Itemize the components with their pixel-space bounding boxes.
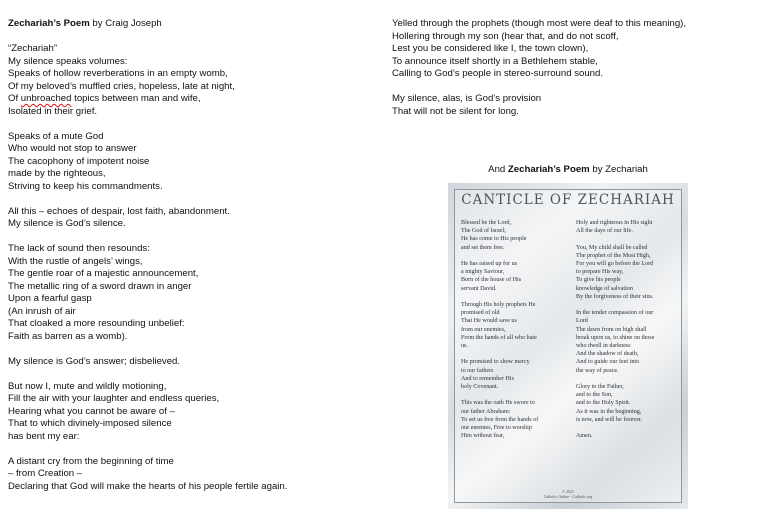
stanza — [392, 93, 752, 118]
poem-line: Who would not stop to answer — [8, 143, 137, 154]
canticle-footer-line: © 2021 — [561, 489, 575, 494]
canticle-line: from our enemies, — [461, 326, 506, 333]
stanza — [461, 260, 561, 293]
canticle-line: our father Abraham: — [461, 408, 511, 415]
canticle-line: Amen. — [576, 433, 593, 440]
poem-line: Of my beloved’s muffled cries, hopeless, late at night, — [8, 80, 235, 92]
poem-line: Declaring that God will make the hearts of his people fertile again. — [8, 480, 288, 492]
canticle-caption — [448, 164, 688, 175]
canticle-line: Him without fear, — [461, 433, 505, 440]
canticle-line: In the tender compassion of our — [576, 310, 654, 317]
canticle-line: Through His holy prophets He — [461, 302, 536, 308]
poem-line: My silence, alas, is God’s provision — [392, 93, 542, 104]
canticle-line: The God of Israel; — [461, 228, 506, 235]
canticle-line: and to the Holy Spirit. — [576, 400, 631, 407]
poem-line: has bent my ear: — [8, 430, 80, 442]
poem-line: That cloaked a more resounding unbelief: — [8, 318, 185, 329]
poem-line: Isolated in their grief. — [8, 105, 98, 117]
canticle-line: Blessed be the Lord, — [461, 220, 512, 226]
poem-line: That will not be silent for long. — [392, 105, 519, 117]
poem-line: My silence is God’s silence. — [8, 218, 126, 229]
canticle-line: Born of the house of His — [461, 277, 522, 284]
stanza — [461, 358, 561, 391]
stanza — [8, 381, 378, 444]
left-stanzas — [8, 43, 378, 493]
canticle-line: To give his people — [576, 277, 621, 284]
canticle-line: to prepare His way, — [576, 269, 624, 276]
poem-line: (An inrush of air — [8, 305, 76, 317]
poem-line: Lest you be considered like I, the town clown), — [392, 43, 589, 54]
stanza — [8, 206, 378, 231]
stanza — [392, 18, 752, 81]
caption-prefix: And — [488, 164, 508, 175]
poem-line: Upon a fearful gasp — [8, 293, 92, 304]
stanza — [461, 301, 561, 350]
poem-line: Speaks of a mute God — [8, 130, 104, 142]
poem-line: All this – echoes of despair, lost faith, abandonment. — [8, 205, 230, 217]
canticle-line: The prophet of the Most High, — [576, 252, 651, 259]
canticle-line: To set us free from the hands of — [461, 416, 539, 423]
poem-line: Hearing what you cannot be aware of – — [8, 405, 175, 417]
poem-line: Hollering through my son (hear that, and do not scoff, — [392, 30, 619, 42]
canticle-line: You, My child shall be called — [576, 244, 648, 251]
poem-title: Zechariah’s Poem — [8, 18, 90, 29]
stanza — [461, 399, 561, 440]
canticle-line: He has raised up for us — [461, 261, 518, 267]
canticle-left-column — [461, 219, 561, 449]
stanza — [576, 219, 680, 235]
canticle-line: The dawn from on high shall — [576, 326, 647, 333]
canticle-image — [448, 183, 688, 509]
canticle-line: us. — [461, 343, 468, 350]
canticle-line: to our fathers — [461, 367, 494, 374]
stanza — [576, 244, 680, 301]
poem-line: To announce itself shortly in a Bethlehem stable, — [392, 55, 598, 67]
right-stanzas — [392, 18, 752, 118]
canticle-line: the way of peace. — [576, 367, 619, 374]
canticle-line: and set them free. — [461, 244, 505, 251]
canticle-line: Holy and righteous in His sight — [576, 220, 653, 226]
canticle-right-column — [576, 219, 680, 449]
canticle-line: who dwell in darkness — [576, 343, 631, 350]
canticle-line: From the hands of all who hate — [461, 334, 537, 341]
canticle-line: servant David. — [461, 285, 497, 292]
canticle-line: and to the Son, — [576, 392, 613, 399]
caption-byline: by Zechariah — [589, 164, 648, 175]
poem-line: The cacophony of impotent noise — [8, 155, 150, 167]
canticle-line: By the forgiveness of their sins. — [576, 293, 654, 300]
canticle-footer-line: Catholic Online - Catholic.org — [543, 494, 593, 499]
canticle-line: our enemies, Free to worship — [461, 425, 532, 432]
canticle-line: For you will go before the Lord — [576, 261, 654, 267]
caption-title: Zechariah’s Poem — [507, 164, 590, 175]
poem-line: Faith as barren as a womb). — [8, 330, 128, 342]
poem-byline: by Craig Joseph — [89, 18, 162, 29]
poem-line: That to which divinely-imposed silence — [8, 418, 172, 429]
poem-line: My silence speaks volumes: — [8, 55, 128, 67]
stanza — [576, 432, 680, 440]
canticle-line: is now, and will be forever. — [576, 416, 643, 423]
poem-line: The gentle roar of a majestic announcement, — [8, 268, 199, 279]
canticle-line: holy Covenant. — [461, 384, 499, 391]
stanza — [8, 356, 378, 369]
poem-line: “Zechariah” — [8, 43, 58, 54]
poem-line: A distant cry from the beginning of time — [8, 455, 174, 467]
poem-line: The metallic ring of a sword drawn in anger — [8, 280, 192, 292]
canticle-line: Lord — [576, 318, 588, 325]
stanza — [576, 383, 680, 424]
poem-line: With the rustle of angels’ wings, — [8, 255, 143, 267]
canticle-line: And to guide our feet into — [576, 359, 640, 366]
stanza — [461, 219, 561, 252]
left-poem-column — [8, 18, 378, 506]
poem-line: Striving to keep his commandments. — [8, 180, 163, 192]
spelling-flag: unbroached — [20, 93, 72, 104]
poem-line: The lack of sound then resounds: — [8, 243, 150, 254]
stanza — [8, 43, 378, 118]
canticle-line: break upon us, to shine on those — [576, 334, 655, 341]
canticle-line: As it was in the beginning, — [576, 408, 642, 415]
canticle-line: All the days of our life. — [576, 228, 633, 235]
canticle-title: CANTICLE OF ZECHARIAH — [461, 192, 675, 208]
canticle-line: knowledge of salvation — [576, 285, 633, 292]
canticle-line: That He would save us — [461, 318, 517, 325]
canticle-line: He promised to show mercy — [461, 359, 530, 366]
canticle-line: promised of old — [461, 310, 500, 317]
canticle-footer — [448, 489, 688, 499]
canticle-line: This was the oath He swore to — [461, 400, 535, 407]
poem-line: My silence is God’s answer; disbelieved. — [8, 355, 181, 367]
poem-line: – from Creation – — [8, 468, 83, 479]
canticle-line: Glory to the Father, — [576, 384, 624, 391]
canticle-line: And to remember His — [461, 375, 514, 382]
poem-line: made by the righteous, — [8, 168, 106, 179]
canticle-line: He has come to His people — [461, 236, 527, 243]
stanza — [8, 243, 378, 343]
poem-line: Fill the air with your laughter and endless queries, — [8, 393, 220, 404]
poem-line: Of unbroached topics between man and wife, — [8, 93, 201, 104]
poem-line: But now I, mute and wildly motioning, — [8, 380, 167, 392]
poem-heading — [8, 18, 378, 31]
stanza — [576, 309, 680, 375]
stanza — [8, 131, 378, 194]
poem-line: Calling to God’s people in stereo-surround sound. — [392, 68, 604, 79]
poem-line: Speaks of hollow reverberations in an empty womb, — [8, 68, 228, 79]
canticle-line: And the shadow of death, — [576, 351, 639, 358]
poem-line: Yelled through the prophets (though most were deaf to this meaning), — [392, 18, 687, 29]
stanza — [8, 456, 378, 494]
right-poem-column — [392, 18, 752, 131]
canticle-line: a mighty Saviour, — [461, 269, 505, 276]
